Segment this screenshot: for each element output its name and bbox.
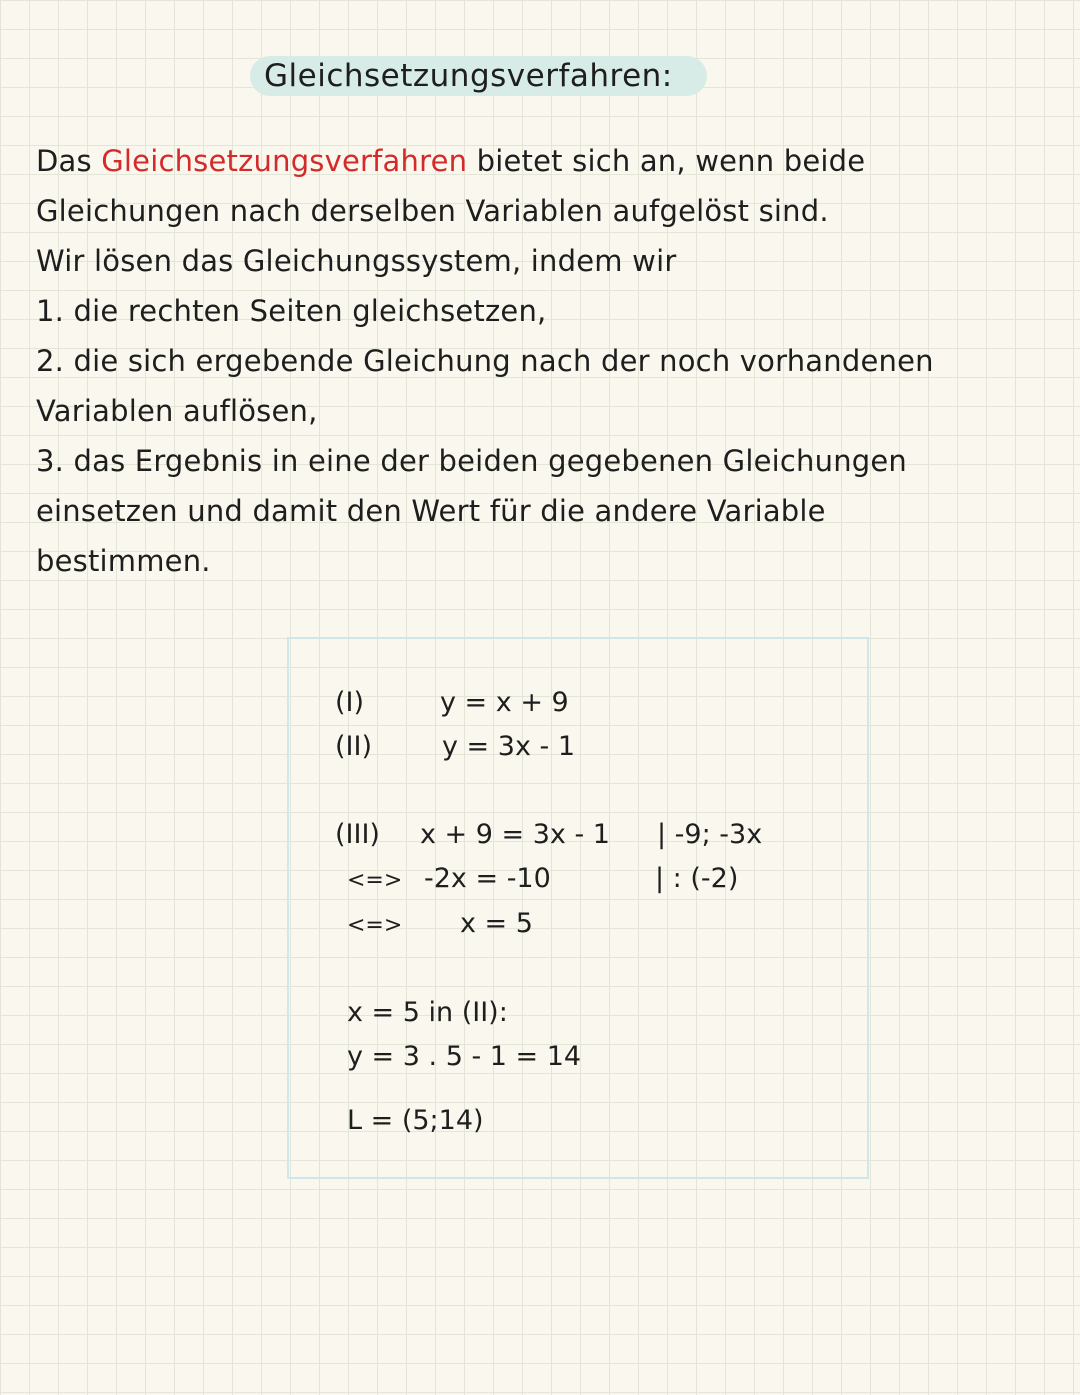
- text-line-3: Wir lösen das Gleichungssystem, indem wir: [36, 244, 677, 278]
- eq1-label: (I): [335, 687, 365, 718]
- highlighted-term: Gleichsetzungsverfahren: [101, 144, 468, 178]
- step-2-text: 2. die sich ergebende Gleichung nach der noch vorhandenen: [36, 344, 934, 378]
- solution-set: L = (5;14): [347, 1105, 484, 1136]
- step2: x = 5: [460, 908, 533, 939]
- eq3-label: (III): [335, 819, 380, 850]
- equivalence-arrow-1: <=>: [347, 868, 403, 893]
- eq2-label: (II): [335, 731, 372, 762]
- page-title: Gleichsetzungsverfahren:: [250, 56, 707, 96]
- step-3-text: 3. das Ergebnis in eine der beiden gegebenen Gleichungen: [36, 444, 908, 478]
- example-box: [287, 637, 869, 1179]
- step1-operation: | : (-2): [655, 863, 739, 894]
- substitution-label: x = 5 in (II):: [347, 997, 508, 1028]
- eq3: x + 9 = 3x - 1: [420, 819, 610, 850]
- eq1: y = x + 9: [440, 687, 569, 718]
- step-1-text: 1. die rechten Seiten gleichsetzen,: [36, 294, 547, 328]
- substitution-calc: y = 3 . 5 - 1 = 14: [347, 1041, 582, 1072]
- eq3-operation: | -9; -3x: [657, 819, 763, 850]
- equivalence-arrow-2: <=>: [347, 913, 403, 938]
- eq2: y = 3x - 1: [442, 731, 576, 762]
- text-line-2: Gleichungen nach derselben Variablen aufgelöst sind.: [36, 194, 829, 228]
- text-line-1: Das Gleichsetzungsverfahren bietet sich an, wenn beide: [36, 144, 866, 178]
- step-3-text-end: bestimmen.: [36, 544, 211, 578]
- step1: -2x = -10: [424, 863, 551, 894]
- explanation-text: [36, 136, 1036, 586]
- step-3-text-cont: einsetzen und damit den Wert für die andere Variable: [36, 494, 826, 528]
- step-2-text-cont: Variablen auflösen,: [36, 394, 318, 428]
